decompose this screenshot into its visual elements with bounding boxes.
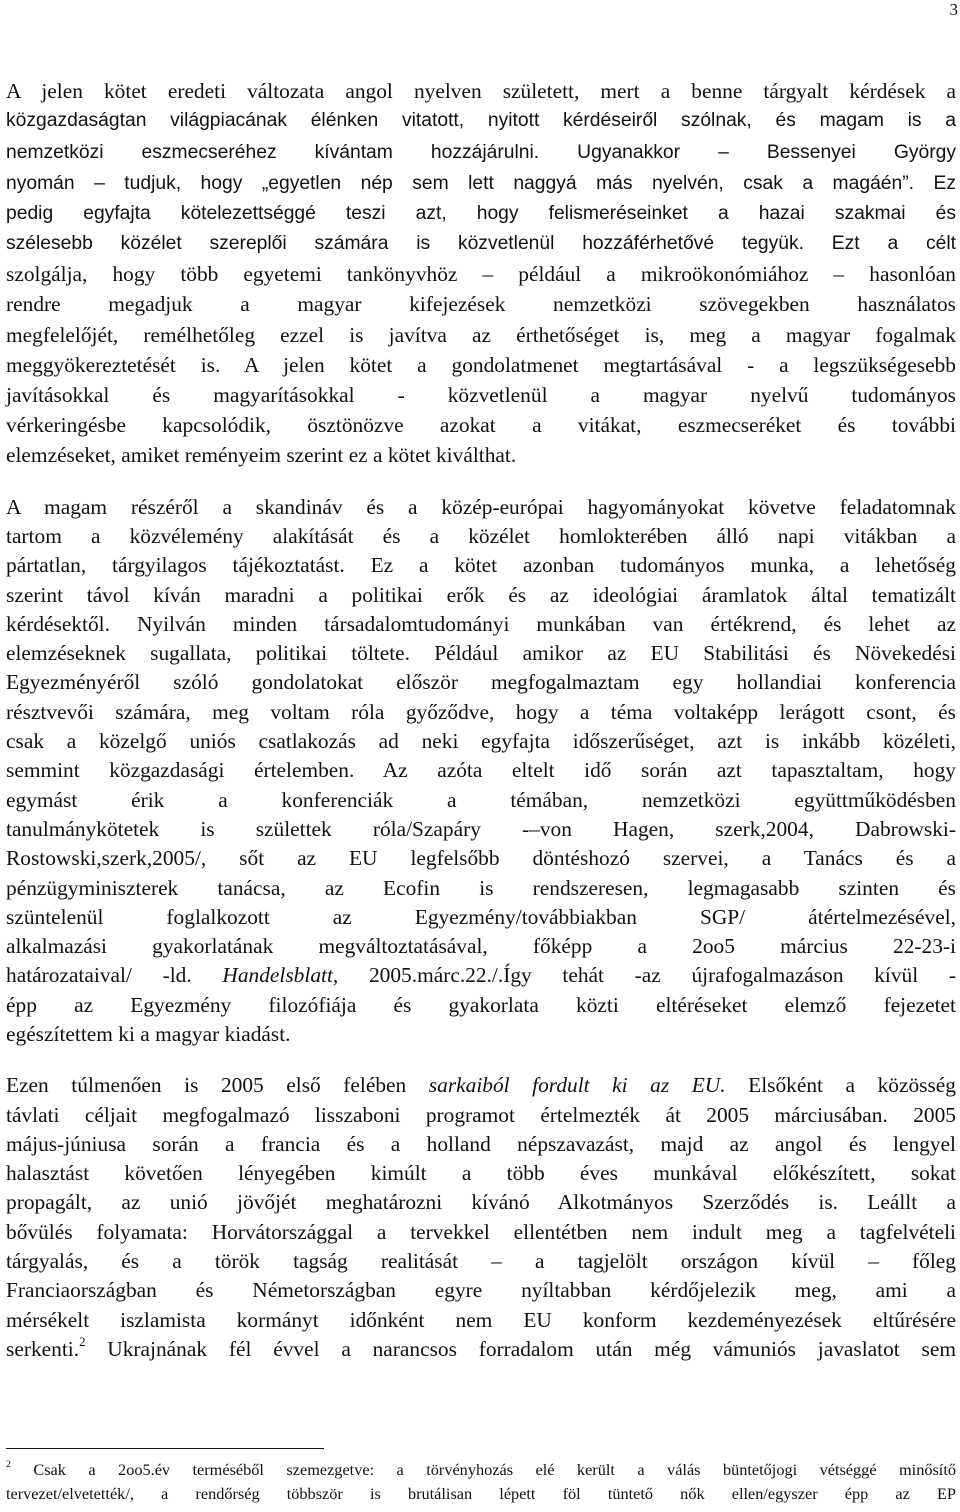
text-line: alkalmazási gyakorlatának megváltoztatásával, főképp a 2oo5 március 22-23-i: [6, 934, 956, 959]
text-line: mérsékelt iszlamista kormányt időnként nem EU konform kezdeményezések eltűrésére: [6, 1307, 956, 1332]
text-line: résztvevői számára, meg voltam róla győződve, hogy a téma voltaképp lerágott csont, és: [6, 699, 956, 724]
paragraph-2: [6, 493, 956, 1050]
text-line: tárgyalás, és a török tagság realitását – a tagjelölt országon kívül – főleg: [6, 1249, 956, 1274]
text-line: elemzéseknek sugallata, politikai töltete. Például amikor az EU Stabilitási és Növekedési: [6, 641, 956, 666]
text-line: vérkeringésbe kapcsolódik, ösztönözve azokat a vitákat, eszmecseréket és további: [6, 413, 956, 438]
paragraph-3: [6, 1071, 956, 1364]
text-line: szolgálja, hogy több egyetemi tankönyvhöz – például a mikroökonómiához – hasonlóan: [6, 262, 956, 287]
text-line: május-júniusa során a francia és a holland népszavazást, majd az angol és lengyel: [6, 1131, 956, 1156]
text-span: 2005.márc.22./.Így tehát -az újrafogalmazáson kívül -: [338, 963, 956, 988]
text-line: [6, 1071, 956, 1100]
footnote: [6, 1458, 956, 1506]
text-line: Franciaországban és Németországban egyre nyíltabban kérdőjelezik meg, ami a: [6, 1278, 956, 1303]
text-line: rendre megadjuk a magyar kifejezések nemzetközi szövegekben használatos: [6, 292, 956, 317]
text-line: épp az Egyezmény filozófiája és gyakorlata közti eltéréseket elemző fejezetet: [6, 992, 956, 1017]
text-line: elemzéseket, amiket reményeim szerint ez a kötet kiválthat.: [6, 443, 517, 468]
text-span: Csak a 2oo5.év terméséből szemezgetve: a törvényhozás elé került a válás büntetőjogi vétséggé minősítő: [10, 1460, 956, 1479]
text-line: csak a közelgő uniós csatlakozás ad neki egyfajta időszerűséget, azt is inkább közéleti,: [6, 729, 956, 754]
text-line: A jelen kötet eredeti változata angol nyelven született, mert a benne tárgyalt kérdések a: [6, 79, 956, 103]
text-line: meggyökereztetését is. A jelen kötet a gondolatmenet megtartásával - a legszükségesebb: [6, 352, 956, 377]
text-line: semmint közgazdasági értelemben. Az azóta eltelt idő során azt tapasztaltam, hogy: [6, 758, 956, 783]
text-line: megfelelőjét, remélhetőleg ezzel is javítva az érthetőséget is, meg a magyar fogalmak: [6, 322, 956, 347]
footnote-line: [6, 1458, 956, 1482]
text-line: szélesebb közélet szereplői számára is közvetlenül hozzáférhetővé tegyük. Ezt a célt: [6, 233, 956, 255]
text-line: javításokkal és magyarításokkal - közvetlenül a magyar nyelvű tudományos: [6, 383, 956, 408]
text-line: bővülés folyamata: Horvátországgal a tervekkel ellentétben nem indult meg a tagfelvételi: [6, 1219, 956, 1244]
text-line: propagált, az unió jövőjét meghatározni kívánó Alkotmányos Szerződés is. Leállt a: [6, 1190, 956, 1215]
text-line: A magam részéről a skandináv és a közép-európai hagyományokat követve feladatomnak: [6, 494, 956, 519]
text-line: tanulmánykötetek is születtek róla/Szapáry -–von Hagen, szerk,2004, Dabrowski-: [6, 816, 956, 841]
text-line: szerint távol kíván maradni a politikai erők és az ideológiai áramlatok által tematizált: [6, 582, 956, 607]
page-number: 3: [949, 0, 958, 19]
text-line: szüntelenül foglalkozott az Egyezmény/továbbiakban SGP/ átértelmezésével,: [6, 904, 956, 929]
body-text: [6, 76, 956, 1364]
text-line: Rostowski,szerk,2005/, sőt az EU legfelsőbb döntéshozó szervei, a Tanács és a: [6, 846, 956, 871]
text-span: Elsőként a közösség: [725, 1073, 956, 1098]
text-line: közgazdaságtan világpiacának élénken vitatott, nyitott kérdéseiről szólnak, és magam is a: [6, 110, 956, 132]
text-line: egészítettem ki a magyar kiadást.: [6, 1021, 291, 1046]
text-line: halasztást követően lényegében kimúlt a több éves munkával előkészített, sokat: [6, 1161, 956, 1186]
text-span: Ukrajnának fél évvel a narancsos forradalom után még vámuniós javaslatot sem: [85, 1336, 956, 1361]
footnote-separator: [6, 1448, 324, 1449]
footnote-marker: 2: [6, 1459, 11, 1471]
text-line: nemzetközi eszmecseréhez kívántam hozzájárulni. Ugyanakkor – Bessenyei György: [6, 142, 956, 164]
text-line: Egyezményéről szóló gondolatokat először megfogalmaztam egy hollandiai konferencia: [6, 670, 956, 695]
text-line: távlati céljait megfogalmazó lisszaboni programot értelmezték át 2005 márciusában. 2005: [6, 1102, 956, 1127]
text-line: pártatlan, tárgyilagos tájékoztatást. Ez a kötet azonban tudományos munka, a lehetőség: [6, 553, 956, 578]
paragraph-1: [6, 76, 956, 471]
text-line: kérdésektől. Nyilván minden társadalomtudományi munkában van értékrend, és lehet az: [6, 611, 956, 636]
text-line: [6, 1335, 956, 1364]
text-line: nyomán – tudjuk, hogy „egyetlen nép sem lett naggyá más nyelvén, csak a magáén”. Ez: [6, 172, 956, 194]
text-line: [6, 961, 956, 990]
text-span: serkenti.: [6, 1336, 80, 1361]
text-span: határozataival/ -ld.: [6, 963, 223, 988]
text-line: pénzügyminiszterek tanácsa, az Ecofin is rendszeresen, legmagasabb szinten és: [6, 875, 956, 900]
footnote-reference[interactable]: 2: [79, 1334, 86, 1349]
emphasis-text: sarkaiból fordult ki az EU.: [428, 1073, 726, 1098]
text-line: egymást érik a konferenciák a témában, nemzetközi együttműködésben: [6, 787, 956, 812]
text-span: Ezen túlmenően is 2005 első felében: [6, 1073, 429, 1098]
text-line: pedig egyfajta kötelezettséggé teszi azt, hogy felismeréseinket a hazai szakmai és: [6, 202, 956, 224]
newspaper-title: Handelsblatt,: [222, 963, 339, 988]
text-line: tartom a közvélemény alakítását és a közélet homlokterében álló napi vitákban a: [6, 523, 956, 548]
footnote-line: tervezet/elvetették/, a rendőrség többször is brutálisan lépett föl tüntető nők ellen/egyszer épp az EP: [6, 1484, 956, 1503]
